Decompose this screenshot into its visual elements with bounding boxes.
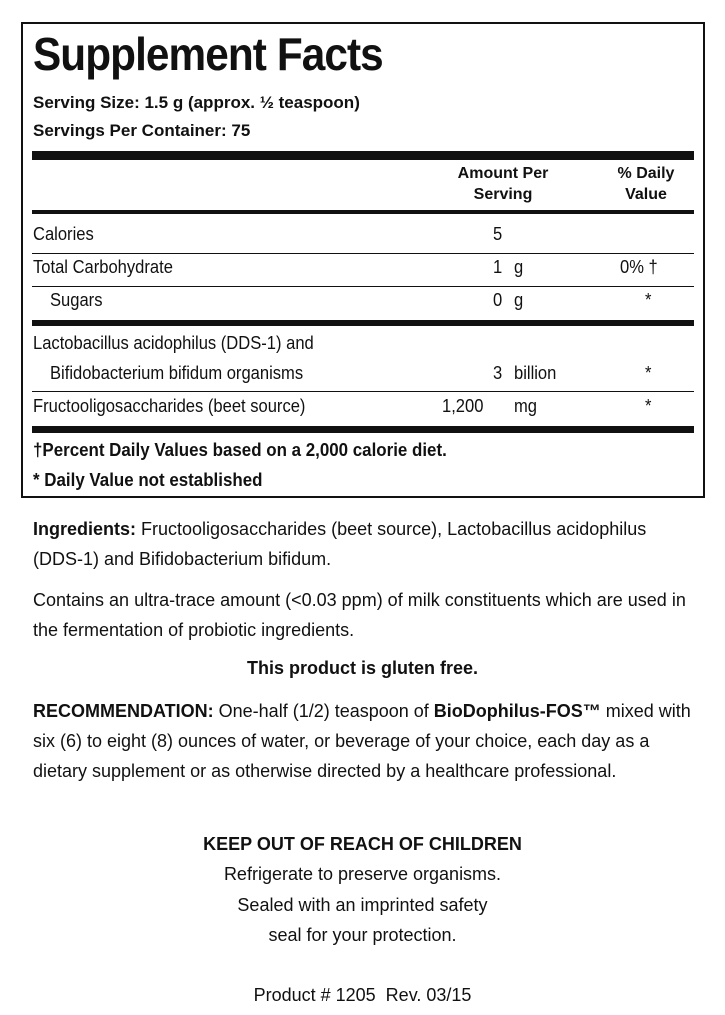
ingredient-name-line2: Bifidobacterium bifidum organisms	[50, 363, 304, 383]
panel-title: Supplement Facts	[33, 28, 383, 80]
ingredient-daily-value: *	[645, 363, 652, 383]
thick-divider-middle	[32, 320, 694, 326]
nutrient-daily-value: *	[645, 290, 652, 310]
ingredient-quantity: 1,200	[442, 396, 484, 416]
thick-divider-top	[32, 151, 694, 160]
milk-notice: Contains an ultra-trace amount (<0.03 ppm) of milk constituents which are used in the fermentation of probiotic ingredients.	[33, 590, 686, 640]
medium-divider	[32, 210, 694, 214]
serving-size: Serving Size: 1.5 g (approx. ½ teaspoon)	[33, 93, 360, 112]
recommendation-text-before: One-half (1/2) teaspoon of	[213, 701, 434, 721]
ingredient-quantity: 3	[493, 363, 503, 383]
ingredient-name-line1: Lactobacillus acidophilus (DDS-1) and	[33, 333, 314, 353]
ingredients-label: Ingredients:	[33, 519, 137, 539]
ingredients-text: Fructooligosaccharides (beet source), Lactobacillus acidophilus (DDS-1) and Bifidobacterium bifidum.	[33, 519, 647, 569]
ingredient-name: Fructooligosaccharides (beet source)	[33, 396, 306, 416]
warning-title: KEEP OUT OF REACH OF CHILDREN	[203, 834, 522, 854]
servings-per-container: Servings Per Container: 75	[33, 121, 251, 140]
nutrient-unit: g	[514, 290, 524, 310]
supplement-facts-panel	[21, 22, 705, 498]
nutrient-daily-value: 0% †	[620, 257, 658, 277]
seal-notice-line1: Sealed with an imprinted safety	[237, 895, 488, 915]
ingredient-unit: billion	[514, 363, 557, 383]
nutrient-quantity: 0	[493, 290, 503, 310]
nutrient-name: Sugars	[50, 290, 103, 310]
ingredient-unit: mg	[514, 396, 538, 416]
recommendation-statement	[33, 696, 693, 786]
recommendation-label: RECOMMENDATION:	[33, 701, 214, 721]
recommendation-text-after: mixed with six (6) to eight (8) ounces of water, or beverage of your choice, each day as a dietary supplement or as otherwise directed by a healthcare professional.	[33, 701, 691, 781]
seal-notice-line2: seal for your protection.	[268, 925, 457, 945]
storage-instruction: Refrigerate to preserve organisms.	[223, 864, 502, 884]
footnote-percent-daily-value: †Percent Daily Values based on a 2,000 calorie diet.	[33, 440, 447, 460]
row-divider	[32, 286, 694, 287]
thick-divider-bottom	[32, 426, 694, 433]
nutrient-name: Calories	[33, 224, 94, 244]
ingredient-daily-value: *	[645, 396, 652, 416]
nutrient-unit: g	[514, 257, 524, 277]
gluten-free-statement: This product is gluten free.	[246, 658, 479, 678]
nutrient-quantity: 1	[493, 257, 503, 277]
product-name: BioDophilus-FOS™	[433, 701, 601, 721]
header-amount-per-serving: Amount Per Serving	[457, 165, 549, 203]
row-divider	[32, 253, 694, 254]
row-divider	[32, 391, 694, 392]
ingredients-statement	[33, 514, 693, 574]
nutrient-name: Total Carbohydrate	[33, 257, 173, 277]
footnote-daily-value-not-established: * Daily Value not established	[33, 470, 263, 490]
header-daily-value: % Daily Value	[617, 165, 675, 203]
nutrient-quantity: 5	[493, 224, 503, 244]
product-number: Product # 1205 Rev. 03/15	[253, 985, 472, 1005]
